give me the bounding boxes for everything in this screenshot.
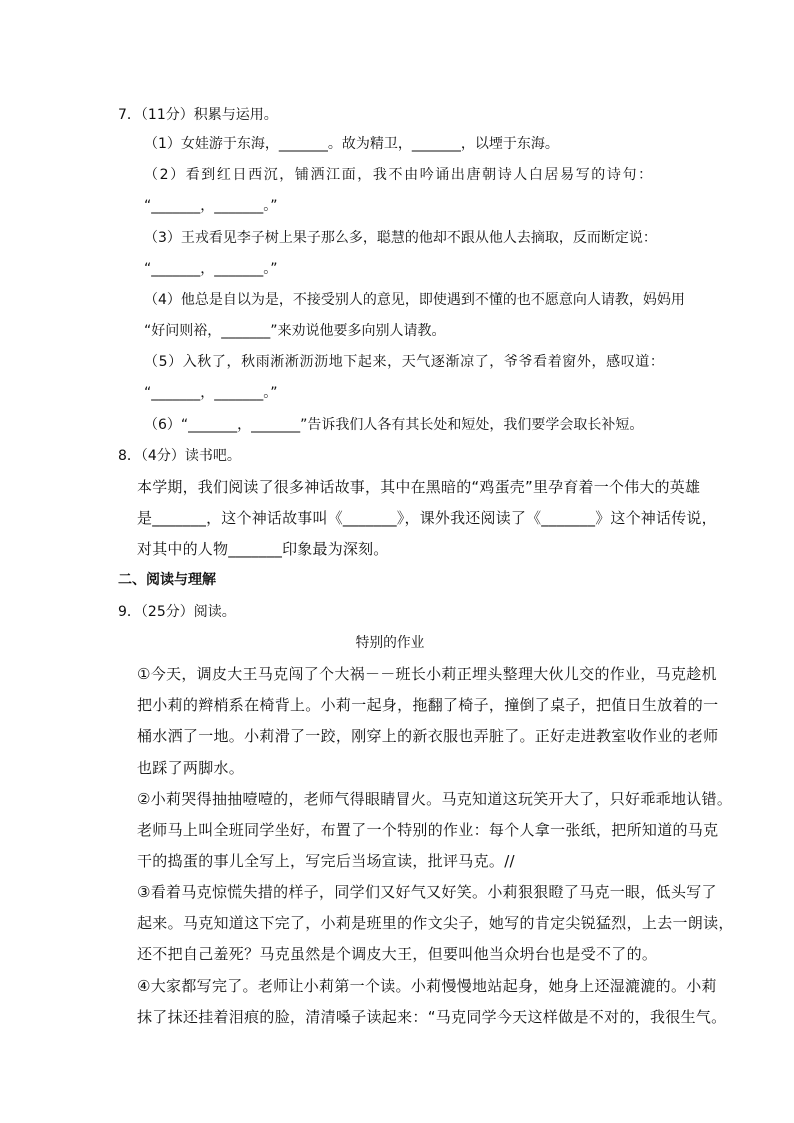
q7-item-4-line-1: （4）他总是自以为是，不接受别人的意见，即使遇到不懂的也不愿意向人请教，妈妈用 [144, 292, 685, 308]
q8-line-3: 对其中的人物_______印象最为深刻。 [137, 540, 389, 558]
q8-line-2: 是_______，这个神话故事叫《_______》，课外我还阅读了《_______》这个神话传说， [137, 509, 717, 527]
q7-item-6: （6）“_______，_______”告诉我们人各有其长处和短处，我们要学会取长补短。 [144, 417, 644, 433]
story-p2-line-2: 老师马上叫全班同学坐好，布置了一个特别的作业：每个人拿一张纸，把所知道的马克 [137, 821, 719, 839]
story-p4-line-2: 抹了抹还挂着泪痕的脸，清清嗓子读起来：“马克同学今天这样做是不对的，我很生气。 [137, 1008, 727, 1026]
story-p1-line-1: ①今天，调皮大王马克闯了个大祸－－班长小莉正埋头整理大伙儿交的作业，马克趁机 [137, 665, 717, 683]
q9-header: 9．（25分）阅读。 [118, 604, 236, 620]
story-p3-line-3: 还不把自己羞死？马克虽然是个调皮大王，但要叫他当众坍台也是受不了的。 [137, 945, 658, 963]
q7-item-3-line-1: （3）王戎看见李子树上果子那么多，聪慧的他却不跟从他人去摘取，反而断定说： [144, 230, 657, 246]
story-p2-line-1: ②小莉哭得抽抽噎噎的，老师气得眼睛冒火。马克知道这玩笑开大了，只好乖乖地认错。 [137, 790, 733, 808]
q7-item-3-line-2: “_______，_______。” [144, 261, 278, 277]
q8-header: 8．（4分）读书吧。 [118, 448, 241, 464]
q7-item-2-line-2: “_______，_______。” [144, 198, 278, 214]
story-p1-line-4: 也踩了两脚水。 [137, 759, 245, 777]
story-p1-line-2: 把小莉的辫梢系在椅背上。小莉一起身，拖翻了椅子，撞倒了桌子，把值日生放着的一 [137, 696, 719, 714]
q7-item-1: （1）女娃游于东海，_______。故为精卫，_______，以堙于东海。 [144, 136, 559, 152]
q7-header: 7．（11分）积累与运用。 [118, 107, 278, 123]
story-p3-line-2: 起来。马克知道这下完了，小莉是班里的作文尖子，她写的肯定尖锐猛烈，上去一朗读， [137, 914, 734, 932]
q7-item-5-line-2: “_______，_______。” [144, 385, 278, 401]
story-p2-line-3: 干的捣蛋的事儿全写上，写完后当场宣读，批评马克。// [137, 852, 515, 870]
story-title: 特别的作业 [355, 635, 425, 651]
q7-item-2-line-1: （2）看到红日西沉，铺洒江面，我不由吟诵出唐朝诗人白居易写的诗句： [144, 167, 654, 183]
section-2-heading: 二、阅读与理解 [118, 572, 216, 588]
story-p3-line-1: ③看着马克惊慌失措的样子，同学们又好气又好笑。小莉狠狠瞪了马克一眼，低头写了 [137, 883, 717, 901]
story-p1-line-3: 桶水洒了一地。小莉滑了一跤，刚穿上的新衣服也弄脏了。正好走进教室收作业的老师 [137, 727, 719, 745]
story-p4-line-1: ④大家都写完了。老师让小莉第一个读。小莉慢慢地站起身，她身上还湿漉漉的。小莉 [137, 977, 717, 995]
q7-item-4-line-2: “好问则裕，_______”来劝说他要多向别人请教。 [144, 323, 446, 339]
q8-line-1: 本学期，我们阅读了很多神话故事，其中在黑暗的“鸡蛋壳”里孕育着一个伟大的英雄 [137, 478, 701, 496]
q7-item-5-line-1: （5）入秋了，秋雨淅淅沥沥地下起来，天气逐渐凉了，爷爷看着窗外，感叹道： [144, 354, 665, 370]
